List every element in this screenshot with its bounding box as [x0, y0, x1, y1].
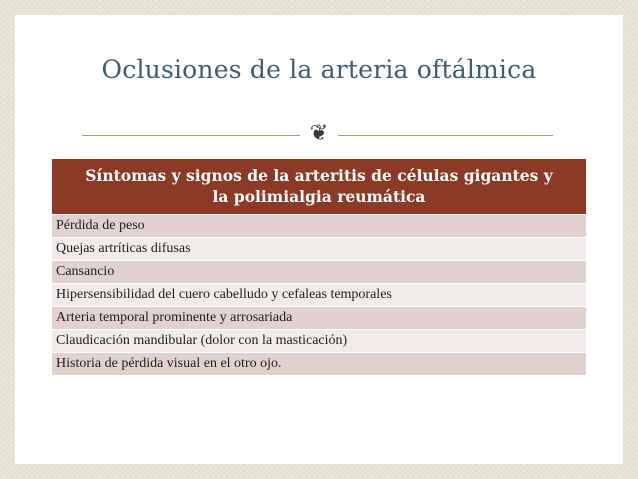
table-row: Historia de pérdida visual en el otro ojo.	[52, 352, 586, 375]
table-header-line-2: la polimialgia reumática	[212, 187, 426, 206]
table-row: Quejas artríticas difusas	[52, 237, 586, 260]
divider-left	[82, 135, 300, 136]
table-row: Cansancio	[52, 260, 586, 283]
symptoms-table	[52, 159, 586, 375]
table-row: Arteria temporal prominente y arrosariada	[52, 306, 586, 329]
table-row: Claudicación mandibular (dolor con la masticación)	[52, 329, 586, 352]
table-header	[52, 159, 586, 214]
slide-title: Oclusiones de la arteria oftálmica	[101, 55, 537, 84]
swirl-ornament-icon: ❦	[309, 121, 329, 146]
table-header-line-1: Síntomas y signos de la arteritis de células gigantes y	[85, 166, 553, 185]
table-row: Hipersensibilidad del cuero cabelludo y cefaleas temporales	[52, 283, 586, 306]
table-row: Pérdida de peso	[52, 214, 586, 237]
divider-right	[338, 135, 553, 136]
